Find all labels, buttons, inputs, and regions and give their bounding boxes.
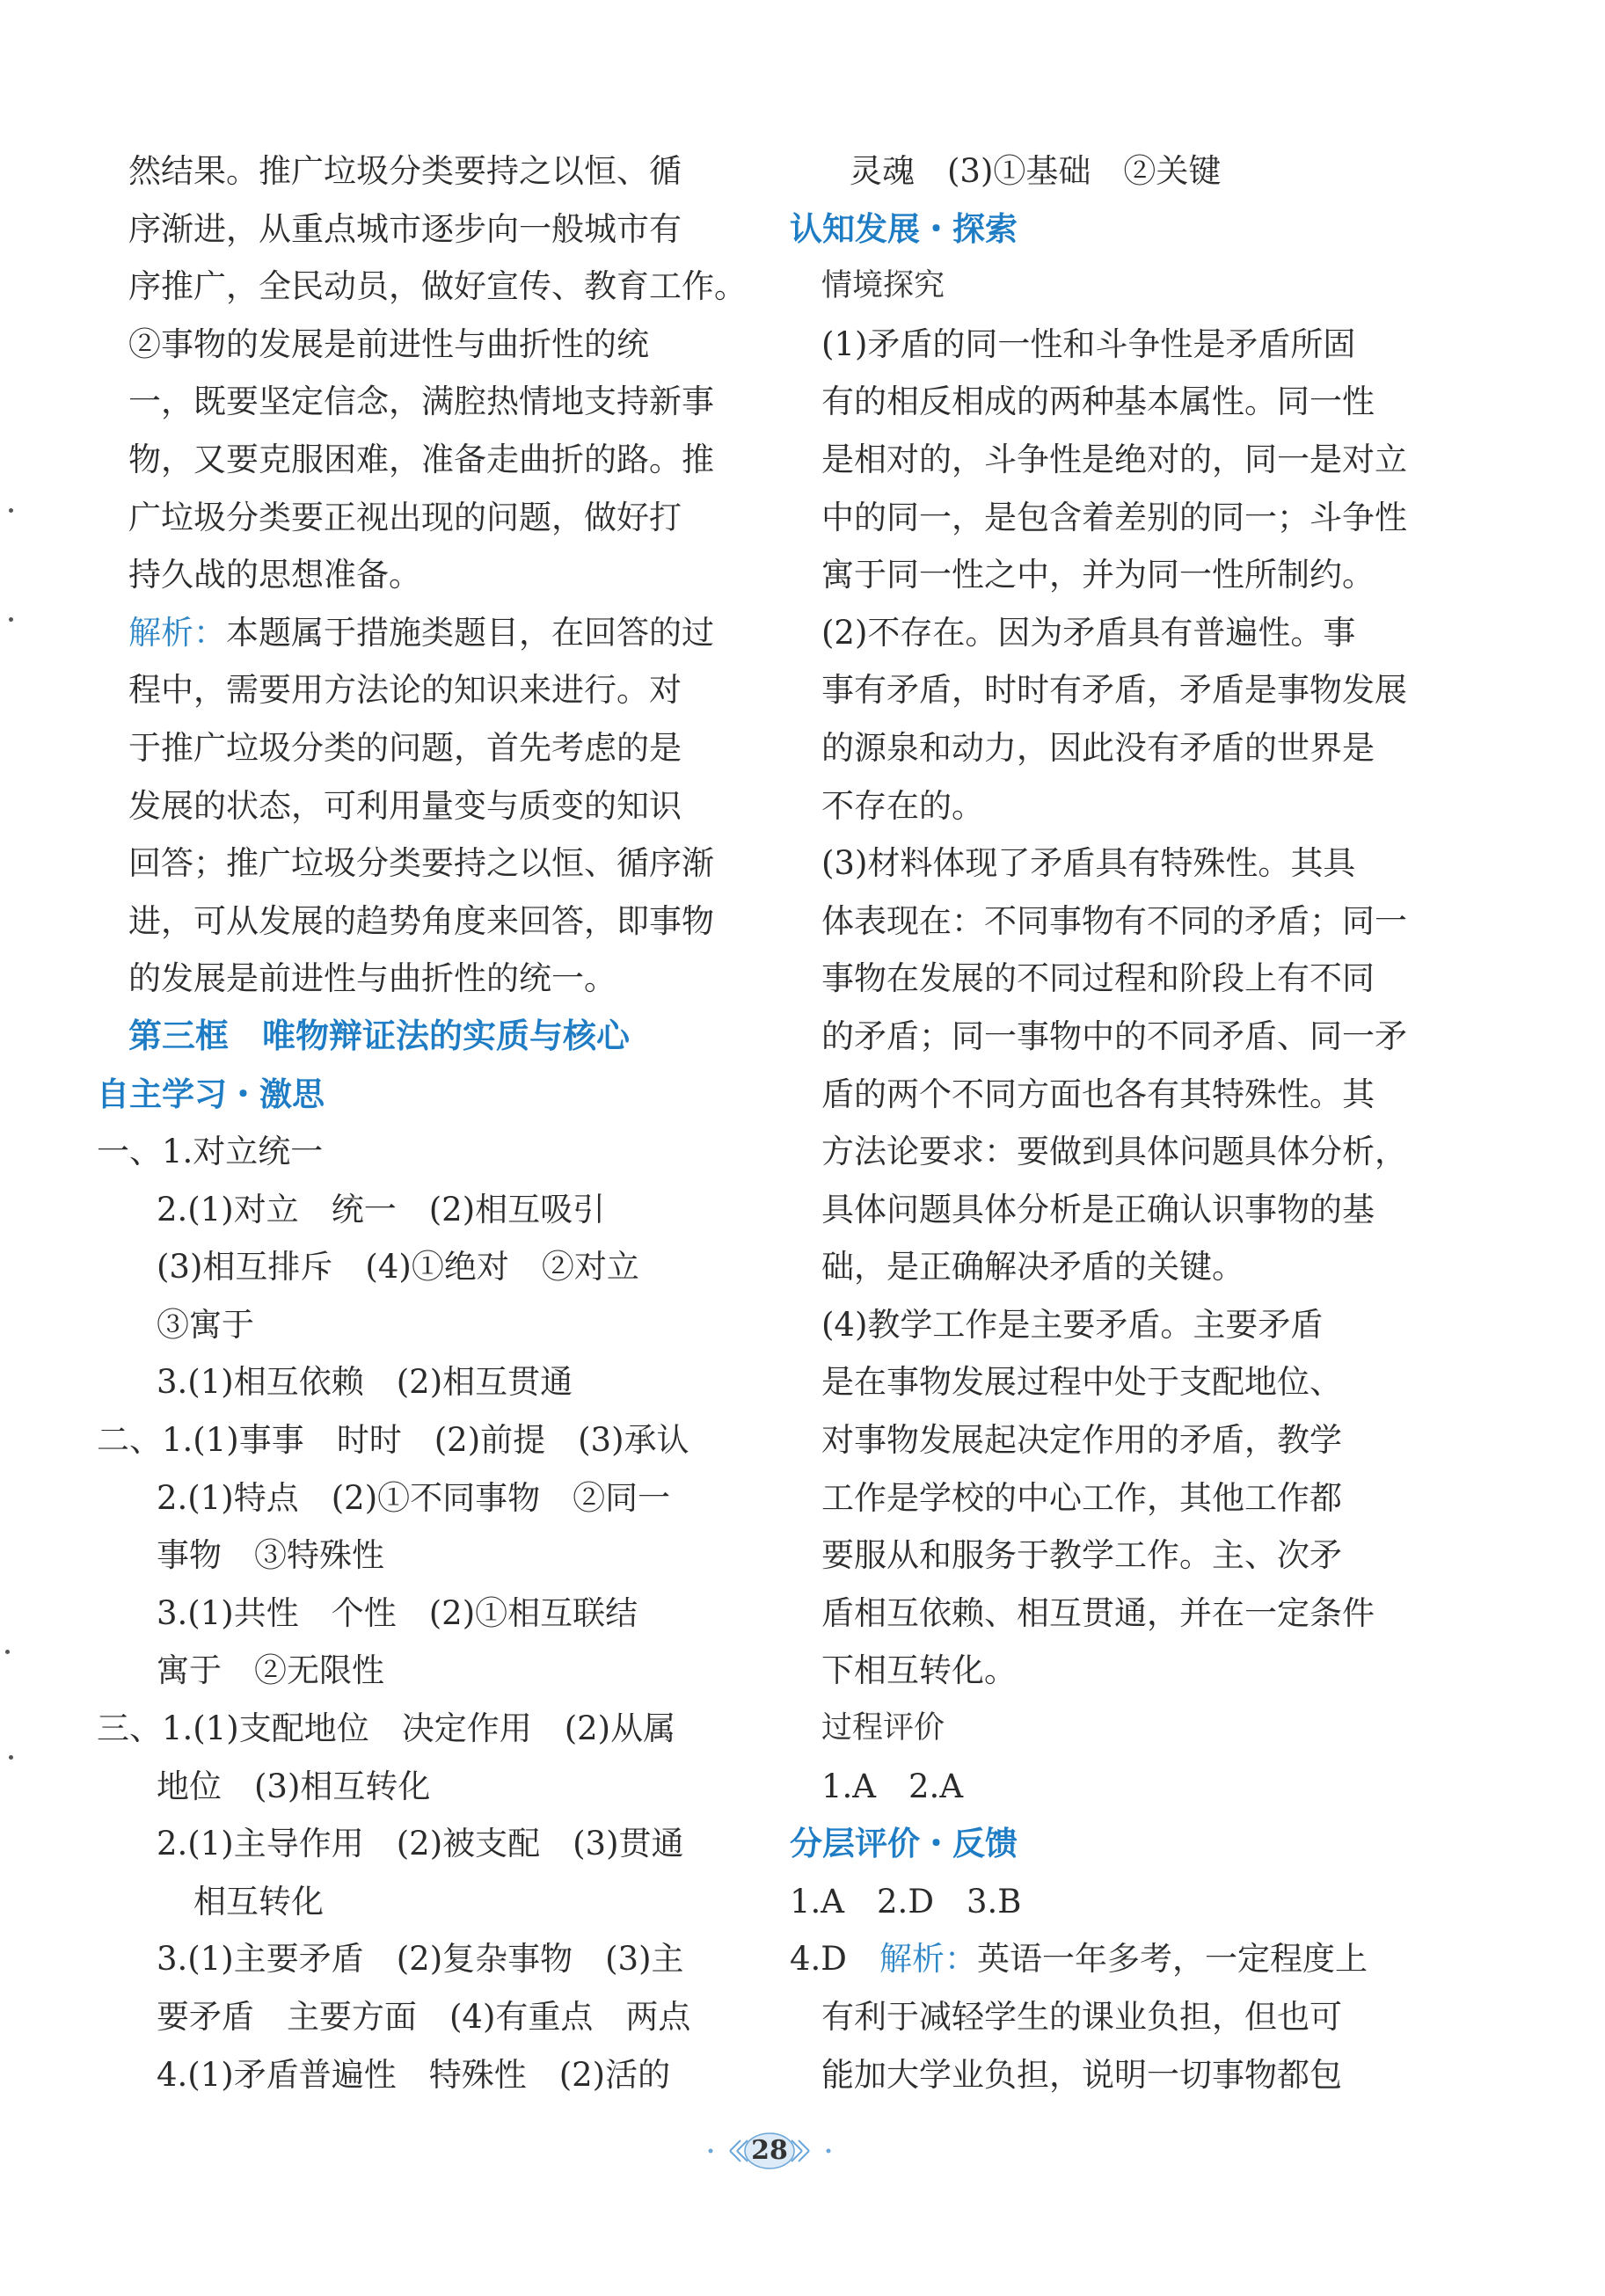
text-line: 然结果。推广垃圾分类要持之以恒、循 (128, 152, 682, 190)
answer-line: 要矛盾 主要方面 (4)有重点 两点 (157, 1998, 691, 2036)
text-line: 要服从和服务于教学工作。主、次矛 (821, 1536, 1342, 1575)
q4-text: 英语一年多考，一定程度上 (976, 1940, 1368, 1979)
text-line: 有的相反相成的两种基本属性。同一性 (821, 383, 1375, 421)
answer-line: 事物 ③特殊性 (157, 1536, 384, 1575)
answer-line: 三、1.(1)支配地位 决定作用 (2)从属 (97, 1709, 676, 1748)
answer-line: ③寓于 (157, 1305, 254, 1344)
text-line: 是在事物发展过程中处于支配地位、 (821, 1363, 1342, 1402)
text-line: 下相互转化。 (821, 1651, 1017, 1690)
text-line: 的矛盾；同一事物中的不同矛盾、同一矛 (821, 1017, 1407, 1055)
process-heading: 过程评价 (821, 1710, 945, 1746)
text-line: (1)矛盾的同一性和斗争性是矛盾所固 (821, 324, 1356, 363)
q4-prefix: 4.D (790, 1940, 879, 1979)
margin-speck (9, 1755, 13, 1760)
answer-line: 3.(1)共性 个性 (2)①相互联结 (157, 1593, 638, 1632)
text-line: 有利于减轻学生的课业负担，但也可 (821, 1998, 1342, 2036)
answer-line: 2.(1)对立 统一 (2)相互吸引 (157, 1190, 606, 1228)
text-line: 事有矛盾，时时有矛盾，矛盾是事物发展 (821, 671, 1407, 710)
text-line: 物，又要克服困难，准备走曲折的路。推 (128, 440, 714, 478)
process-answers: 1.A 2.A (821, 1767, 964, 1805)
answer-line: 寓于 ②无限性 (157, 1651, 384, 1690)
answer-line: 二、1.(1)事事 时时 (2)前提 (3)承认 (97, 1421, 689, 1460)
text-line: 不存在的。 (821, 786, 984, 825)
layered-answers: 1.A 2.D 3.B (790, 1882, 1022, 1921)
text-line: 的源泉和动力，因此没有矛盾的世界是 (821, 728, 1375, 767)
text-line: 程中，需要用方法论的知识来进行。对 (128, 671, 682, 710)
text-line: 持久战的思想准备。 (128, 556, 421, 594)
margin-speck (9, 508, 13, 513)
margin-speck (9, 617, 13, 622)
page-number-badge (704, 2126, 835, 2176)
text-line: 灵魂 (3)①基础 ②关键 (850, 152, 1222, 190)
text-line: 具体问题具体分析是正确认识事物的基 (821, 1190, 1375, 1228)
situation-heading: 情境探究 (821, 268, 945, 304)
section-cognitive: 认知发展・探索 (790, 209, 1018, 248)
text-line: 的发展是前进性与曲折性的统一。 (128, 959, 616, 998)
text-line: 对事物发展起决定作用的矛盾，教学 (821, 1421, 1342, 1460)
text-line: 是相对的，斗争性是绝对的，同一是对立 (821, 440, 1407, 478)
text-line: 盾的两个不同方面也各有其特殊性。其 (821, 1075, 1375, 1113)
answer-line: 2.(1)主导作用 (2)被支配 (3)贯通 (157, 1825, 684, 1863)
text-line: (4)教学工作是主要矛盾。主要矛盾 (821, 1305, 1324, 1344)
text-line: ②事物的发展是前进性与曲折性的统 (128, 324, 649, 363)
analysis-text: 本题属于措施类题目，在回答的过 (226, 613, 714, 652)
text-line: 方法论要求：要做到具体问题具体分析， (821, 1133, 1407, 1171)
text-line: 序渐进，从重点城市逐步向一般城市有 (128, 209, 682, 248)
text-line: 广垃圾分类要正视出现的问题，做好打 (128, 498, 682, 536)
text-line: (2)不存在。因为矛盾具有普遍性。事 (821, 613, 1356, 652)
answer-line: 4.(1)矛盾普遍性 特殊性 (2)活的 (157, 2055, 671, 2094)
text-line: 回答；推广垃圾分类要持之以恒、循序渐 (128, 844, 714, 883)
right-column (790, 142, 1423, 2103)
q4-analysis-label: 解析： (879, 1940, 977, 1979)
left-column (97, 142, 747, 2103)
text-line: 发展的状态，可利用量变与质变的知识 (128, 786, 682, 825)
text-line: 事物在发展的不同过程和阶段上有不同 (821, 959, 1375, 998)
answer-line: 3.(1)主要矛盾 (2)复杂事物 (3)主 (157, 1940, 684, 1979)
answer-line: 相互转化 (193, 1882, 324, 1921)
text-line: 工作是学校的中心工作，其他工作都 (821, 1478, 1342, 1517)
text-line: 盾相互依赖、相互贯通，并在一定条件 (821, 1593, 1375, 1632)
text-line: 寓于同一性之中，并为同一性所制约。 (821, 556, 1375, 594)
section-self-study: 自主学习・激思 (97, 1075, 325, 1113)
text-line: 体表现在：不同事物有不同的矛盾；同一 (821, 901, 1407, 940)
text-line: 能加大学业负担，说明一切事物都包 (821, 2055, 1342, 2094)
analysis-line (97, 604, 730, 662)
q4-line (790, 1930, 1423, 1988)
text-line: 于推广垃圾分类的问题，首先考虑的是 (128, 728, 682, 767)
answer-line: 一、1.对立统一 (97, 1133, 324, 1171)
text-line: 础，是正确解决矛盾的关键。 (821, 1248, 1244, 1286)
text-line: 一，既要坚定信念，满腔热情地支持新事 (128, 383, 714, 421)
answer-line: (3)相互排斥 (4)①绝对 ②对立 (157, 1248, 639, 1286)
page-number: 28 (751, 2135, 788, 2166)
text-line: 序推广，全民动员，做好宣传、教育工作。 (128, 267, 747, 306)
text-line: 中的同一，是包含着差别的同一；斗争性 (821, 498, 1407, 536)
section-layered: 分层评价・反馈 (790, 1825, 1018, 1863)
answer-line: 2.(1)特点 (2)①不同事物 ②同一 (157, 1478, 671, 1517)
analysis-label: 解析： (128, 613, 226, 652)
margin-speck (5, 1650, 10, 1654)
text-line: 进，可从发展的趋势角度来回答，即事物 (128, 901, 714, 940)
answer-line: 3.(1)相互依赖 (2)相互贯通 (157, 1363, 573, 1402)
frame-title: 第三框 唯物辩证法的实质与核心 (128, 1016, 631, 1055)
text-line: (3)材料体现了矛盾具有特殊性。其具 (821, 844, 1356, 883)
answer-line: 地位 (3)相互转化 (157, 1767, 431, 1805)
